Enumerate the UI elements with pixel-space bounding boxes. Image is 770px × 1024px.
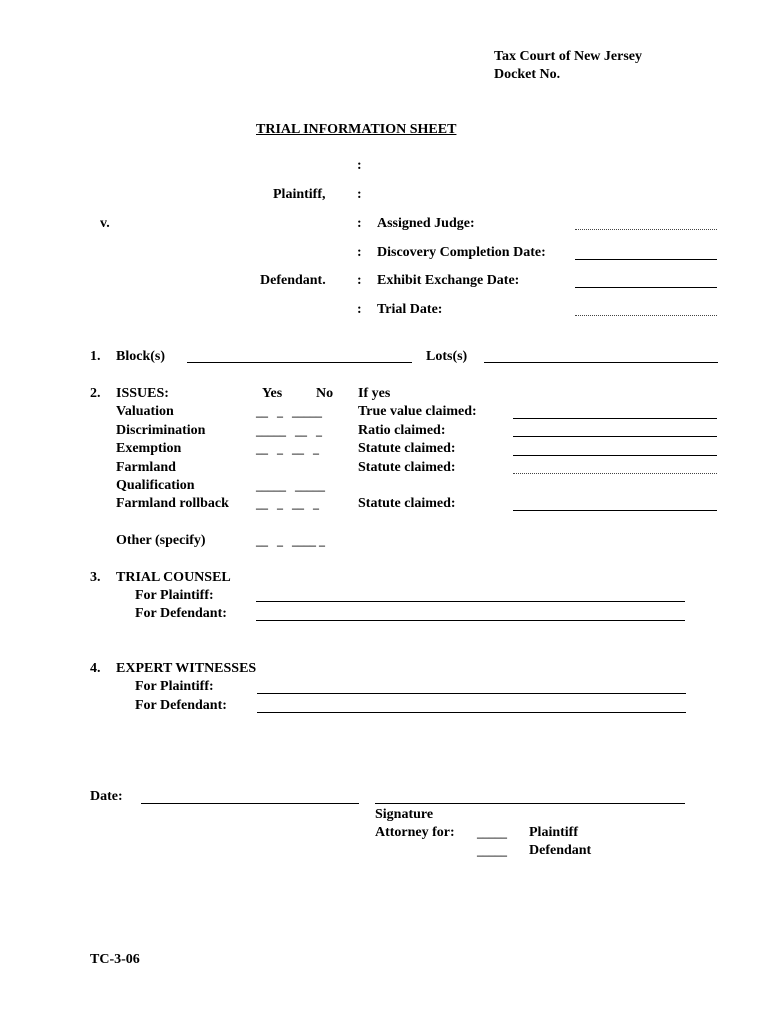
attorney-defendant-checkbox[interactable]: _____ [477, 844, 507, 858]
counsel-plaintiff-field[interactable] [256, 601, 685, 602]
defendant-label: Defendant. [260, 273, 326, 288]
issue-qualification: Qualification [116, 478, 195, 493]
trial-date-field[interactable] [575, 315, 717, 316]
issue-exemption: Exemption [116, 441, 182, 456]
statute-label: Statute claimed: [358, 441, 456, 456]
if-yes-header: If yes [358, 386, 391, 401]
discrimination-yes-no-blanks[interactable]: _____ __ _ [256, 424, 322, 438]
date-field[interactable] [141, 803, 359, 804]
caption-colon: : [357, 245, 362, 260]
ratio-field[interactable] [513, 436, 717, 437]
lots-label: Lots(s) [426, 349, 468, 364]
signature-label: Signature [375, 807, 434, 822]
form-id: TC-3-06 [90, 952, 140, 967]
discovery-date-field[interactable] [575, 259, 717, 260]
attorney-plaintiff-checkbox[interactable]: _____ [477, 826, 507, 840]
court-name: Tax Court of New Jersey [494, 49, 643, 64]
expert-plaintiff-field[interactable] [257, 693, 686, 694]
rollback-yes-no-blanks[interactable]: __ _ __ _ [256, 497, 319, 511]
page-title: TRIAL INFORMATION SHEET [256, 122, 457, 137]
expert-plaintiff-label: For Plaintiff: [135, 679, 214, 694]
docket-label: Docket No. [494, 67, 561, 82]
caption-colon: : [357, 216, 362, 231]
statute-label: Statute claimed: [358, 460, 456, 475]
issue-valuation: Valuation [116, 404, 174, 419]
discovery-date-label: Discovery Completion Date: [377, 245, 546, 260]
exhibit-date-label: Exhibit Exchange Date: [377, 273, 520, 288]
plaintiff-label: Plaintiff, [273, 187, 326, 202]
expert-witnesses-heading: EXPERT WITNESSES [116, 661, 257, 676]
yes-column-header: Yes [262, 386, 283, 401]
assigned-judge-field[interactable] [575, 229, 717, 230]
exhibit-date-field[interactable] [575, 287, 717, 288]
no-column-header: No [316, 386, 334, 401]
section-number: 3. [90, 570, 101, 585]
counsel-defendant-label: For Defendant: [135, 606, 227, 621]
block-field[interactable] [187, 362, 412, 363]
trial-counsel-heading: TRIAL COUNSEL [116, 570, 231, 585]
exemption-yes-no-blanks[interactable]: __ _ __ _ [256, 442, 319, 456]
other-yes-no-blanks[interactable]: __ _ ____ _ [256, 534, 325, 548]
assigned-judge-label: Assigned Judge: [377, 216, 475, 231]
attorney-plaintiff-label: Plaintiff [529, 825, 578, 840]
issue-other: Other (specify) [116, 533, 206, 548]
rollback-statute-field[interactable] [513, 510, 717, 511]
exemption-statute-field[interactable] [513, 455, 717, 456]
attorney-for-label: Attorney for: [375, 825, 455, 840]
counsel-defendant-field[interactable] [256, 620, 685, 621]
issue-discrimination: Discrimination [116, 423, 206, 438]
trial-date-label: Trial Date: [377, 302, 443, 317]
true-value-label: True value claimed: [358, 404, 477, 419]
expert-defendant-label: For Defendant: [135, 698, 227, 713]
valuation-yes-no-blanks[interactable]: __ _ _____ [256, 405, 322, 419]
signature-field[interactable] [375, 803, 685, 804]
section-number: 4. [90, 661, 101, 676]
issue-farmland: Farmland [116, 460, 176, 475]
farmland-statute-field[interactable] [513, 473, 717, 474]
block-label: Block(s) [116, 349, 165, 364]
ratio-label: Ratio claimed: [358, 423, 446, 438]
issues-heading: ISSUES: [116, 386, 169, 401]
section-number: 1. [90, 349, 101, 364]
issue-farmland-rollback: Farmland rollback [116, 496, 229, 511]
date-label: Date: [90, 789, 123, 804]
caption-colon: : [357, 302, 362, 317]
lots-field[interactable] [484, 362, 718, 363]
attorney-defendant-label: Defendant [529, 843, 592, 858]
qualification-yes-no-blanks[interactable]: _____ _____ [256, 479, 325, 493]
counsel-plaintiff-label: For Plaintiff: [135, 588, 214, 603]
versus-label: v. [100, 216, 110, 231]
true-value-field[interactable] [513, 418, 717, 419]
caption-colon: : [357, 273, 362, 288]
section-number: 2. [90, 386, 101, 401]
caption-colon: : [357, 158, 362, 173]
expert-defendant-field[interactable] [257, 712, 686, 713]
caption-colon: : [357, 187, 362, 202]
statute-label: Statute claimed: [358, 496, 456, 511]
